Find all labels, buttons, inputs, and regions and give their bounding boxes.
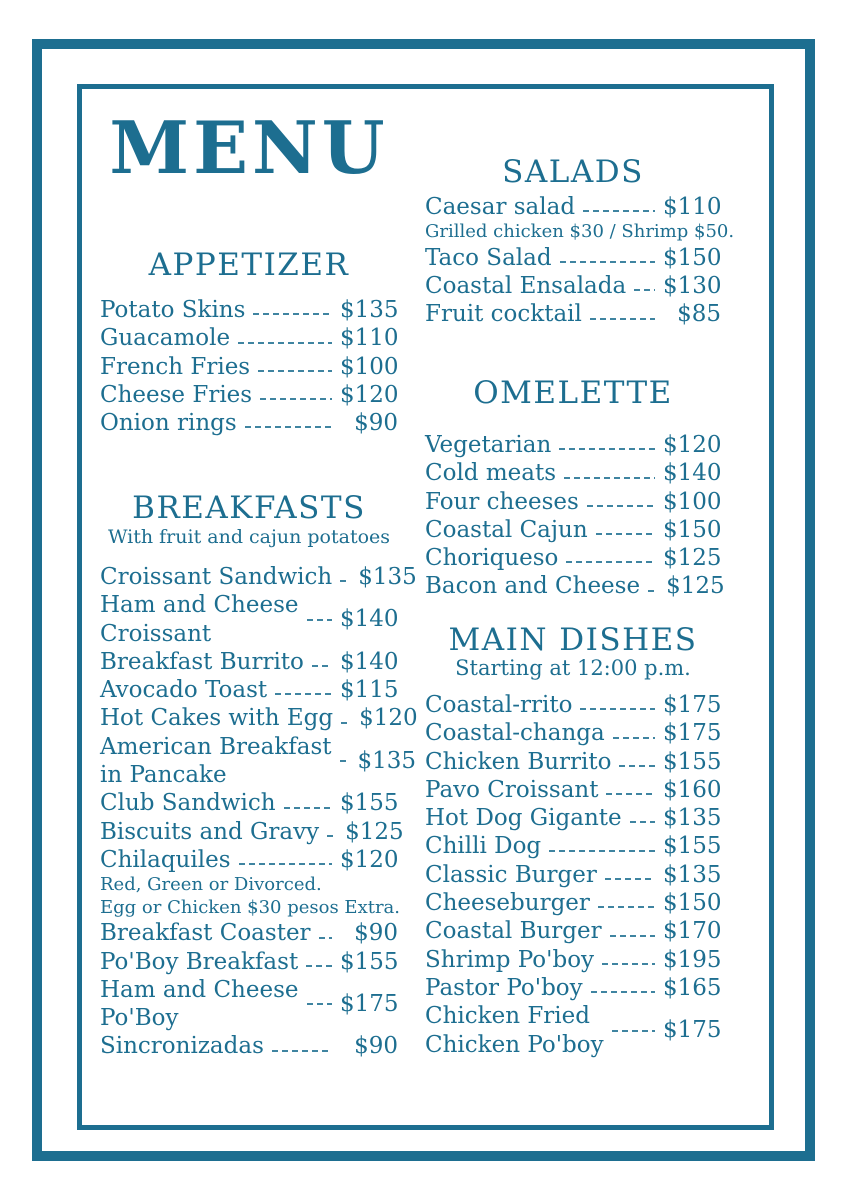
item-name: Ham and Cheese Croissant (100, 592, 299, 647)
menu-item (100, 648, 398, 676)
price-leader (591, 991, 655, 993)
menu-item (425, 300, 721, 328)
item-note: Egg or Chicken $30 pesos Extra. (100, 896, 401, 918)
menu-item (425, 691, 721, 719)
item-name: Bacon and Cheese (425, 573, 641, 600)
menu-item (425, 917, 721, 945)
menu-item (425, 889, 721, 917)
menu-item (100, 409, 398, 437)
menu-item (425, 832, 721, 860)
price-leader (619, 765, 655, 767)
section-title-omelette: OMELETTE (473, 375, 673, 411)
menu-item (425, 974, 721, 1002)
item-name: Shrimp Po'boy (425, 946, 595, 973)
menu-item (425, 946, 721, 974)
item-name: Biscuits and Gravy (100, 818, 320, 845)
menu-item (425, 272, 721, 300)
item-price: $100 (663, 488, 722, 515)
item-price: $140 (340, 648, 399, 675)
price-leader (245, 426, 332, 428)
menu-item (100, 353, 398, 381)
item-price: $130 (663, 273, 722, 300)
menu-item (425, 459, 721, 487)
item-price: $195 (663, 946, 722, 973)
item-name: Club Sandwich (100, 790, 276, 817)
price-leader (238, 342, 332, 344)
item-name: Sincronizadas (100, 1033, 264, 1060)
item-name: Choriqueso (425, 545, 559, 572)
item-price: $120 (359, 705, 418, 732)
section-subtitle-main-dishes: Starting at 12:00 p.m. (455, 656, 691, 680)
menu-item (425, 861, 721, 889)
menu-title: MENU (109, 105, 389, 190)
price-leader (239, 863, 333, 865)
menu-item (100, 919, 398, 947)
menu-item (100, 1032, 398, 1060)
item-price: $135 (357, 747, 417, 774)
price-leader (587, 505, 655, 507)
item-price: $90 (354, 920, 398, 947)
price-leader (598, 906, 655, 908)
price-leader (260, 398, 332, 400)
item-name: Classic Burger (425, 861, 597, 888)
item-price: $175 (663, 1017, 722, 1044)
menu-item (425, 516, 721, 544)
menu-item (425, 748, 721, 776)
item-price: $150 (663, 516, 722, 543)
item-price: $120 (340, 846, 399, 873)
section-appetizer (100, 247, 398, 437)
menu-item (100, 563, 417, 591)
section-salads (425, 154, 735, 329)
item-name: Potato Skins (100, 297, 246, 323)
menu-item (100, 704, 418, 732)
item-price: $140 (663, 460, 722, 487)
item-note: Red, Green or Divorced. (100, 874, 322, 896)
item-name: French Fries (100, 353, 251, 380)
price-leader (253, 313, 332, 315)
item-price: $85 (677, 301, 721, 328)
item-price: $150 (663, 244, 722, 271)
item-price: $135 (340, 297, 399, 323)
section-main-dishes (425, 624, 721, 1059)
item-price: $110 (663, 194, 722, 220)
price-leader (306, 965, 332, 967)
item-price: $140 (340, 606, 399, 633)
price-leader (610, 935, 655, 937)
item-note: Grilled chicken $30 / Shrimp $50. (425, 221, 735, 243)
price-leader (307, 1003, 333, 1005)
menu-item (100, 296, 398, 324)
menu-item (100, 846, 398, 874)
price-leader (272, 1050, 332, 1052)
price-leader (275, 693, 332, 695)
item-name: Breakfast Burrito (100, 648, 304, 675)
item-name: Coastal Cajun (425, 516, 588, 543)
item-price: $125 (663, 545, 722, 572)
item-price: $175 (663, 692, 722, 718)
menu-item (100, 676, 398, 704)
price-leader (284, 807, 332, 809)
price-leader (559, 448, 655, 450)
item-list-appetizer (100, 296, 398, 437)
item-name: Coastal Ensalada (425, 273, 627, 300)
section-title-salads: SALADS (502, 154, 644, 190)
price-leader (327, 835, 337, 837)
menu-item (100, 733, 417, 790)
item-name: Chicken Fried Chicken Po'boy (425, 1003, 604, 1058)
menu-item (100, 381, 398, 409)
item-name: Croissant Sandwich (100, 564, 333, 590)
item-price: $170 (663, 918, 722, 945)
item-name: Taco Salad (425, 244, 552, 271)
item-name: Caesar salad (425, 194, 576, 220)
menu-item (425, 776, 721, 804)
item-name: Hot Dog Gigante (425, 805, 622, 832)
price-leader (549, 850, 655, 852)
item-price: $90 (354, 1033, 398, 1060)
item-name: Po'Boy Breakfast (100, 948, 299, 975)
section-omelette (425, 375, 725, 601)
item-price: $100 (340, 353, 399, 380)
item-price: $150 (663, 890, 722, 917)
item-name: Fruit cocktail (425, 301, 582, 328)
menu-item (425, 431, 721, 459)
section-title-main-dishes: MAIN DISHES (448, 622, 698, 658)
item-name: Guacamole (100, 325, 231, 352)
price-leader (612, 1030, 655, 1032)
price-leader (580, 708, 655, 710)
price-leader (634, 289, 655, 291)
menu-item (100, 324, 398, 352)
menu-item (100, 591, 398, 648)
price-leader (560, 261, 655, 263)
section-title-breakfasts: BREAKFASTS (132, 490, 366, 526)
item-name: American Breakfast in Pancake (100, 733, 332, 789)
item-price: $135 (358, 564, 417, 590)
item-list-omelette (425, 431, 725, 601)
item-name: Avocado Toast (100, 677, 268, 704)
item-price: $175 (663, 720, 722, 747)
item-name: Coastal Burger (425, 918, 602, 945)
item-price: $90 (354, 410, 398, 437)
price-leader (319, 937, 332, 939)
price-leader (606, 793, 655, 795)
item-name: Ham and Cheese Po'Boy (100, 976, 299, 1032)
item-list-breakfasts (100, 563, 418, 1061)
item-name: Cheeseburger (425, 890, 590, 917)
item-name: Chilaquiles (100, 846, 231, 873)
item-name: Hot Cakes with Egg (100, 705, 334, 732)
item-name: Breakfast Coaster (100, 920, 311, 947)
menu-item (100, 948, 398, 976)
item-price: $175 (340, 991, 399, 1017)
menu-item (425, 804, 721, 832)
price-leader (307, 619, 333, 621)
item-name: Four cheeses (425, 488, 579, 515)
price-leader (340, 760, 350, 762)
price-leader (613, 737, 655, 739)
price-leader (312, 665, 332, 667)
item-price: $155 (340, 790, 399, 817)
item-price: $120 (663, 432, 722, 458)
item-name: Vegetarian (425, 432, 552, 458)
menu-item (425, 544, 721, 572)
item-name: Onion rings (100, 410, 237, 437)
item-price: $110 (340, 325, 399, 352)
price-leader (564, 477, 655, 479)
item-list-salads (425, 193, 735, 329)
item-price: $155 (663, 833, 722, 860)
item-name: Pastor Po'boy (425, 974, 583, 1001)
menu-item (425, 193, 721, 221)
item-name: Chilli Dog (425, 833, 542, 860)
price-leader (590, 318, 655, 320)
item-price: $155 (340, 948, 399, 975)
item-price: $120 (340, 381, 399, 408)
price-leader (605, 878, 655, 880)
item-price: $160 (663, 776, 722, 803)
item-price: $125 (666, 573, 725, 600)
item-price: $155 (663, 748, 722, 775)
item-price: $165 (663, 974, 722, 1001)
menu-item (425, 1002, 721, 1059)
menu-item (100, 976, 398, 1033)
price-leader (630, 821, 655, 823)
item-price: $125 (345, 818, 404, 845)
menu-item (100, 789, 398, 817)
item-name: Pavo Croissant (425, 776, 599, 803)
price-leader (648, 590, 658, 592)
price-leader (602, 963, 655, 965)
section-title-appetizer: APPETIZER (148, 247, 350, 283)
menu-item (425, 572, 725, 600)
item-price: $135 (663, 861, 722, 888)
menu-item (425, 488, 721, 516)
section-subtitle-breakfasts: With fruit and cajun potatoes (107, 526, 391, 548)
price-leader (566, 561, 655, 563)
price-leader (340, 580, 350, 582)
menu-item (425, 244, 721, 272)
item-price: $115 (340, 677, 399, 704)
item-name: Cheese Fries (100, 381, 253, 408)
item-name: Cold meats (425, 460, 557, 487)
section-breakfasts (100, 490, 418, 1061)
price-leader (341, 722, 351, 724)
price-leader (258, 370, 332, 372)
menu-item (425, 719, 721, 747)
item-name: Coastal-changa (425, 720, 605, 747)
item-name: Coastal-rrito (425, 692, 573, 718)
item-price: $135 (663, 805, 722, 832)
item-list-main-dishes (425, 691, 721, 1059)
price-leader (583, 210, 655, 212)
price-leader (596, 533, 655, 535)
menu-item (100, 818, 404, 846)
item-name: Chicken Burrito (425, 748, 612, 775)
